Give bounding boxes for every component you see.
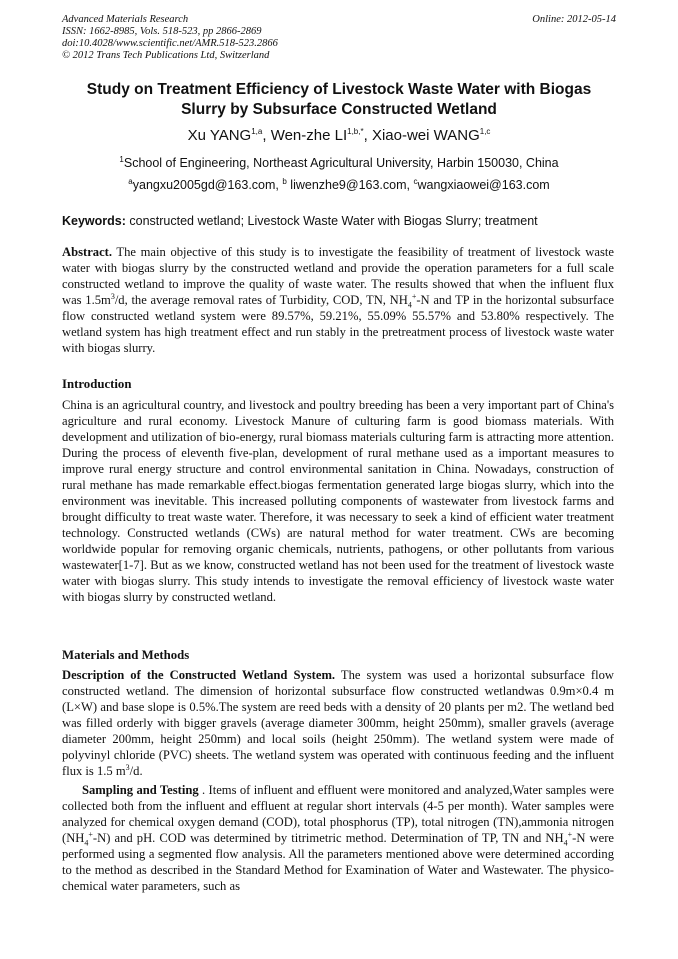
- author-3-sup: 1,c: [479, 127, 491, 136]
- author-2-sup: 1,b,*: [347, 127, 364, 136]
- email-c[interactable]: wangxiaowei@163.com: [417, 178, 550, 192]
- doi: doi:10.4028/www.scientific.net/AMR.518-523.2866: [62, 38, 278, 49]
- keywords-label: Keywords:: [62, 214, 126, 228]
- email-b[interactable]: liwenzhe9@163.com: [290, 178, 407, 192]
- keywords-text: constructed wetland; Livestock Waste Water with Biogas Slurry; treatment: [129, 214, 538, 228]
- issn: ISSN: 1662-8985, Vols. 518-523, pp 2866-2869: [62, 26, 262, 37]
- affiliation-sup: 1: [119, 154, 124, 164]
- description-label: Description of the Constructed Wetland System.: [62, 668, 336, 682]
- wetland-description: [62, 667, 614, 779]
- sampling-sub-1: 4: [84, 838, 89, 848]
- affiliation: [62, 156, 616, 170]
- description-text-2: /d.: [129, 764, 143, 778]
- abstract-text-2: /d, the average removal rates of Turbidity, COD, TN, NH: [114, 293, 408, 307]
- description-text-1: The system was used a horizontal subsurface flow constructed wetland. The dimension of horizontal subsurface flow constructed wetlandwas 0.9m×0.4 m (L×W) and base slope is 0.5%.The system are reed beds with a density of 20 plants per m2. The wetland bed was filled orderly with bigger gravels (average diameter 300mm, height 250mm), smaller gravels (average diameter 200mm, height 250mm) and local soils (height 250mm). The wetland system were made of polyvinyl chloride (PVC) sheets. The wetland system was operated with continuous feeding and the influent flux is 1.5 m: [62, 668, 614, 778]
- sampling-testing: [62, 782, 614, 894]
- abstract-label: Abstract.: [62, 245, 113, 259]
- description-sup: 3: [125, 762, 130, 772]
- email-a[interactable]: yangxu2005gd@163.com: [132, 178, 276, 192]
- paper-title: [62, 80, 616, 120]
- materials-methods-heading: Materials and Methods: [62, 648, 190, 662]
- sampling-label: Sampling and Testing: [82, 783, 199, 797]
- abstract: [62, 244, 614, 356]
- abstract-text-1: The main objective of this study is to investigate the feasibility of treatment of livestock waste water with biogas slurry by the constructed wetland and provide the operation parameters for a full scale constructed wetland to improve the quality of waste water. The results showed that when the influent flux was 1.5m: [62, 245, 614, 307]
- abstract-text-3: -N and TP in the horizontal subsurface flow constructed wetland system were 89.57%, 59.21%, 55.09% 55.57% and 53.80% respectively. The wetland system has high treatment effect and run stably in the pretreatment process of livestock waste water with biogas slurry.: [62, 293, 614, 355]
- email-list: $^a$yangxu2005gd@163.com, $^b$ liwenzhe9@163.com, $^c$wangxiaowei@163.com: [128, 176, 550, 192]
- email-c-sup: c: [413, 176, 418, 186]
- affiliation-text: School of Engineering, Northeast Agricultural University, Harbin 150030, China: [123, 156, 559, 170]
- online-date: Online: 2012-05-14: [532, 14, 616, 25]
- title-line-2: Slurry by Subsurface Constructed Wetland: [181, 101, 497, 118]
- copyright: © 2012 Trans Tech Publications Ltd, Switzerland: [62, 50, 270, 61]
- title-line-1: Study on Treatment Efficiency of Livestock Waste Water with Biogas: [86, 81, 592, 98]
- email-a-sup: a: [128, 176, 133, 186]
- author-1: Xu YANG: [187, 127, 252, 144]
- author-3: Xiao-wei WANG: [371, 127, 480, 144]
- abstract-plus: +: [411, 291, 417, 301]
- journal-header: [62, 14, 616, 62]
- abstract-sup: 3: [110, 291, 115, 301]
- sampling-text-1: . Items of influent and effluent were monitored and analyzed,Water samples were collected both from the influent and effluent at regular short intervals (4-5 per month). Water samples were analyzed for chemical oxygen demand (COD), total phosphorus (TP), total nitrogen (TN),ammonia nitrogen (NH: [62, 783, 614, 845]
- sampling-plus-1: +: [88, 829, 93, 839]
- sampling-sub-2: 4: [563, 838, 568, 848]
- author-1-sup: 1,a: [251, 127, 263, 136]
- introduction-text: China is an agricultural country, and livestock and poultry breeding has been a very important part of China's agriculture and rural economy. Livestock Manure of culturing farm is good biomass materials. With development and utilization of bio-energy, rural biomass materials culturing farm is attracting more attention. During the process of eleventh five-plan, development of rural methane used as a important measures to improve rural energy structure and control environmental sanitation in China. Nowadays, construction of rural methane has made remarkable effect.biogas fermentation generated large biogas slurry, which into the environment was inevitable. This increased polluting components of wastewater from livestock farms and brought difficulty to treat waste water. Therefore, it was necessary to seek a kind of efficient water treatment technology. Constructed wetlands (CWs) are natural method for water treatment. CWs are becoming worldwide popular for removing organic chemicals, nutrients, pathogens, or other pollutants from various wastewater[1-7]. But as we know, constructed wetland has not been used for the treatment of livestock waste water with biogas slurry. This study intends to investigate the removal efficiency of livestock waste water with biogas slurry by constructed wetland.: [62, 398, 614, 604]
- abstract-sub: 4: [407, 300, 412, 310]
- author-list: Xu YANG$^{1,a}$, Wen-zhe $LI^{1,b,*}$, Xiao-wei WANG$^{1,c}$: [187, 127, 491, 144]
- journal-name: Advanced Materials Research: [62, 14, 189, 25]
- sampling-text-3: -N were performed using a segmented flow analysis. All the parameters mentioned above were determined according to the method as described in the Standard Method for Examination of Water and Wastewater. The physico-chemical water parameters, such as: [62, 831, 614, 893]
- introduction-heading: Introduction: [62, 377, 132, 391]
- sampling-plus-2: +: [567, 829, 573, 839]
- sampling-text-2: -N) and pH. COD was determined by titrimetric method. Determination of TP, TN and NH: [92, 831, 564, 845]
- email-b-sup: b: [282, 176, 287, 186]
- keywords: [62, 214, 616, 228]
- author-2: Wen-zhe LI: [270, 127, 348, 144]
